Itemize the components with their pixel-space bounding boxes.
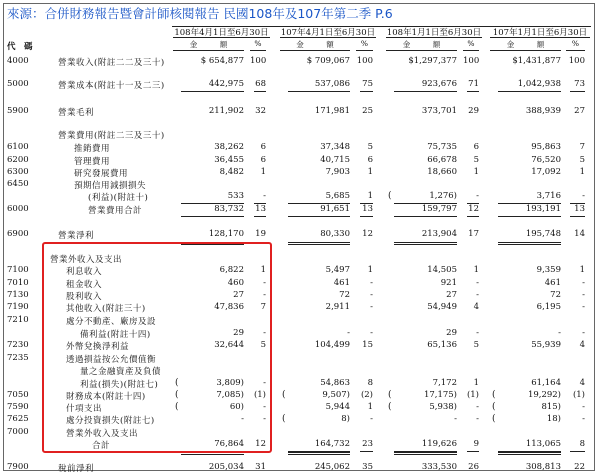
amount-cell: 388,939 xyxy=(525,106,561,116)
amount-cell: - xyxy=(347,328,350,338)
row-label: 財務成本(附註十四) xyxy=(66,392,146,402)
pct-cell: 14 xyxy=(574,229,585,239)
amount-cell: 66,678 xyxy=(427,155,457,165)
pct-cell: - xyxy=(370,278,373,288)
row-label: 稅前淨利 xyxy=(58,464,95,474)
open-paren: ( xyxy=(388,191,392,201)
pct-header: % xyxy=(254,39,262,48)
subtotal-rule xyxy=(498,91,561,92)
amount-cell: 8,482 xyxy=(219,167,244,177)
amount-cell: 9,359 xyxy=(536,265,561,275)
amount-cell: 72 xyxy=(550,290,561,300)
pct-cell: 1 xyxy=(260,265,266,275)
pct-cell: 4 xyxy=(473,302,479,312)
pct-cell: 12 xyxy=(362,229,373,239)
row-label: 股利收入 xyxy=(66,292,103,302)
pct-cell: 1 xyxy=(473,378,479,388)
amount-cell: 211,902 xyxy=(208,106,244,116)
amount-cell: 119,626 xyxy=(421,439,457,449)
pct-cell: - xyxy=(582,402,585,412)
row-label: 量之金融資產及負債 xyxy=(80,367,162,377)
amount-cell: 1,042,938 xyxy=(517,79,561,89)
amount-cell: 533 xyxy=(227,191,244,201)
row-label: 利息收入 xyxy=(66,267,103,277)
total-rule xyxy=(394,242,457,245)
pct-cell: 71 xyxy=(468,79,479,89)
amount-cell: 18) xyxy=(546,414,561,424)
pct-header: % xyxy=(467,39,475,48)
pct-cell: 6 xyxy=(473,142,479,152)
total-rule xyxy=(288,242,350,245)
subtotal-rule xyxy=(570,91,585,92)
amount-cell: 38,262 xyxy=(214,142,244,152)
amount-cell: 27 xyxy=(233,290,244,300)
pct-cell: 6 xyxy=(260,142,266,152)
pct-cell: 5 xyxy=(473,340,479,350)
amount-cell: 29 xyxy=(233,328,244,338)
pct-cell: 8 xyxy=(367,378,373,388)
amount-cell: 80,330 xyxy=(320,229,350,239)
period-rule xyxy=(386,37,482,38)
amount-cell: 8) xyxy=(341,414,350,424)
pct-cell: 4 xyxy=(579,378,585,388)
amount-cell: 55,939 xyxy=(531,340,561,350)
row-code: 7000 xyxy=(7,427,29,437)
period-rule xyxy=(173,37,270,38)
subtotal-rule xyxy=(467,451,479,452)
pct-cell: - xyxy=(582,290,585,300)
amount-header: 金 額 xyxy=(189,40,228,49)
amount-cell: 37,348 xyxy=(320,142,350,152)
row-code: 7235 xyxy=(7,353,29,363)
amount-cell: 60) xyxy=(229,402,244,412)
pct-cell: 23 xyxy=(362,439,373,449)
pct-cell: - xyxy=(582,278,585,288)
pct-cell: - xyxy=(582,302,585,312)
pct-cell: - xyxy=(263,278,266,288)
row-label: 營業淨利 xyxy=(58,231,95,241)
period-rule xyxy=(280,37,376,38)
amount-cell: 7,172 xyxy=(432,378,457,388)
row-label: 研究發展費用 xyxy=(74,169,129,179)
amount-cell: 75,735 xyxy=(427,142,457,152)
amount-cell: 159,797 xyxy=(421,204,457,214)
pct-cell: 13 xyxy=(362,204,373,214)
pct-cell: 1 xyxy=(260,167,266,177)
subtotal-rule xyxy=(360,451,373,452)
pct-cell: 6 xyxy=(260,155,266,165)
subtotal-rule xyxy=(467,216,479,217)
amount-cell: 54,949 xyxy=(427,302,457,312)
pct-cell: 12 xyxy=(468,204,479,214)
amount-cell: 460 xyxy=(227,278,244,288)
period-header: 108年1月1日至6月30日 xyxy=(386,28,482,38)
amount-cell: 76,520 xyxy=(531,155,561,165)
pct-cell: 7 xyxy=(579,142,585,152)
amount-cell: 54,863 xyxy=(320,378,350,388)
amount-cell: 61,164 xyxy=(531,378,561,388)
amount-cell: 921 xyxy=(440,278,457,288)
amount-cell: 815) xyxy=(541,402,561,412)
row-code: 7210 xyxy=(7,315,29,325)
pct-cell: 17 xyxy=(468,229,479,239)
pct-cell: 1 xyxy=(367,191,373,201)
amount-cell: 27 xyxy=(446,290,457,300)
subtotal-rule xyxy=(288,91,350,92)
column-rule xyxy=(566,50,585,51)
row-code: 5900 xyxy=(7,106,29,116)
amount-cell: 17,175) xyxy=(423,390,457,400)
row-code: 7625 xyxy=(7,414,29,424)
pct-cell: 1 xyxy=(367,265,373,275)
pct-cell: 32 xyxy=(255,106,266,116)
row-code: 6100 xyxy=(7,142,29,152)
pct-cell: - xyxy=(476,402,479,412)
pct-cell: (1) xyxy=(466,390,479,400)
row-code: 7130 xyxy=(7,290,29,300)
pct-cell: - xyxy=(370,290,373,300)
period-header: 107年1月1日至6月30日 xyxy=(492,28,588,38)
pct-cell: 29 xyxy=(468,106,479,116)
row-label: 營業毛利 xyxy=(58,108,95,118)
row-label: 預期信用減損損失 xyxy=(74,181,147,191)
amount-cell: 65,136 xyxy=(427,340,457,350)
pct-cell: 100 xyxy=(568,56,585,66)
row-code: 7900 xyxy=(7,462,29,472)
pct-cell: 15 xyxy=(362,340,373,350)
amount-cell: 47,836 xyxy=(214,302,244,312)
period-header: 108年4月1日至6月30日 xyxy=(174,28,269,38)
pct-cell: - xyxy=(582,191,585,201)
pct-cell: 13 xyxy=(255,204,266,214)
open-paren: ( xyxy=(388,402,392,412)
pct-cell: 8 xyxy=(579,439,585,449)
pct-cell: 5 xyxy=(473,155,479,165)
row-label: 營業費用合計 xyxy=(88,206,143,216)
total-rule xyxy=(498,242,561,245)
pct-cell: 68 xyxy=(255,79,266,89)
row-label: 營業外收入及支出 xyxy=(50,255,123,265)
amount-cell: 213,904 xyxy=(421,229,457,239)
row-code: 7010 xyxy=(7,278,29,288)
open-paren: ( xyxy=(175,378,179,388)
row-code: 6200 xyxy=(7,155,29,165)
amount-cell: 128,170 xyxy=(208,229,244,239)
pct-cell: 1 xyxy=(579,265,585,275)
source-caption: 來源：合併財務報告暨會計師核閱報告 民國108年及107年第二季 P.6 xyxy=(7,6,393,21)
pct-cell: - xyxy=(582,328,585,338)
amount-cell: 193,191 xyxy=(525,204,561,214)
pct-cell: 5 xyxy=(367,142,373,152)
amount-cell: 7,903 xyxy=(325,167,350,177)
row-label: 處分投資損失(附註七) xyxy=(66,416,155,426)
row-label: 透過損益按公允價值衡 xyxy=(66,355,157,365)
row-label: 管理費用 xyxy=(74,157,111,167)
amount-cell: 245,062 xyxy=(314,462,350,472)
amount-header: 金 額 xyxy=(296,40,334,49)
amount-header: 金 額 xyxy=(506,40,545,49)
row-label: 營業成本(附註十一及二三) xyxy=(58,81,165,91)
column-rule xyxy=(490,50,561,51)
amount-cell: 3,716 xyxy=(536,191,561,201)
row-code: 7100 xyxy=(7,265,29,275)
amount-cell: 18,660 xyxy=(427,167,457,177)
subtotal-rule xyxy=(181,216,244,217)
pct-cell: 1 xyxy=(473,265,479,275)
amount-cell: 5,938) xyxy=(429,402,457,412)
amount-cell: 461 xyxy=(544,278,561,288)
row-label: 利益(損失)(附註七) xyxy=(80,380,159,390)
row-label: 外幣兌換淨利益 xyxy=(66,342,130,352)
column-rule xyxy=(173,50,244,51)
pct-cell: 22 xyxy=(574,462,585,472)
pct-cell: 1 xyxy=(367,402,373,412)
open-paren: ( xyxy=(282,390,286,400)
row-code: 6000 xyxy=(7,204,29,214)
amount-cell: 205,034 xyxy=(208,462,244,472)
subtotal-rule xyxy=(394,216,457,217)
open-paren: ( xyxy=(492,390,496,400)
row-label: 營業費用(附註二三及三十) xyxy=(58,131,165,141)
pct-cell: 5 xyxy=(260,340,266,350)
pct-cell: - xyxy=(476,191,479,201)
pct-cell: 100 xyxy=(463,56,480,66)
amount-cell: 6,195 xyxy=(536,302,561,312)
open-paren: ( xyxy=(175,402,179,412)
amount-cell: - xyxy=(558,328,561,338)
amount-cell: 3,809) xyxy=(216,378,244,388)
amount-cell: 333,530 xyxy=(421,462,457,472)
amount-cell: 113,065 xyxy=(525,439,561,449)
highlight-box xyxy=(42,242,272,453)
pct-cell: (2) xyxy=(360,390,373,400)
amount-cell: 923,676 xyxy=(421,79,457,89)
pct-cell: - xyxy=(263,191,266,201)
pct-cell: 1 xyxy=(367,167,373,177)
pct-cell: (1) xyxy=(253,390,266,400)
amount-cell: $1,431,877 xyxy=(512,56,561,66)
row-label: 合計 xyxy=(92,441,111,451)
row-code: 7590 xyxy=(7,402,29,412)
code-header: 代 碼 xyxy=(7,42,33,52)
pct-cell: 31 xyxy=(255,462,266,472)
row-code: 6450 xyxy=(7,179,29,189)
row-label: 租金收入 xyxy=(66,280,103,290)
amount-cell: 5,497 xyxy=(325,265,350,275)
pct-cell: - xyxy=(263,402,266,412)
amount-cell: - xyxy=(454,414,457,424)
amount-cell: 5,944 xyxy=(325,402,350,412)
amount-cell: 537,086 xyxy=(314,79,350,89)
row-code: 7230 xyxy=(7,340,29,350)
amount-cell: - xyxy=(241,414,244,424)
pct-cell: 7 xyxy=(260,302,266,312)
row-code: 6900 xyxy=(7,229,29,239)
pct-cell: 35 xyxy=(362,462,373,472)
pct-cell: - xyxy=(263,328,266,338)
pct-cell: - xyxy=(476,278,479,288)
amount-cell: 442,975 xyxy=(208,79,244,89)
subtotal-rule xyxy=(181,91,244,92)
amount-cell: 164,732 xyxy=(314,439,350,449)
pct-header: % xyxy=(360,39,369,48)
row-code: 7050 xyxy=(7,390,29,400)
pct-cell: 1 xyxy=(579,167,585,177)
subtotal-rule xyxy=(360,216,373,217)
pct-cell: 75 xyxy=(362,79,373,89)
amount-cell: 104,499 xyxy=(314,340,350,350)
pct-cell: 13 xyxy=(574,204,585,214)
row-code: 4000 xyxy=(7,56,29,66)
open-paren: ( xyxy=(175,390,179,400)
amount-cell: 7,085) xyxy=(216,390,244,400)
subtotal-rule xyxy=(467,91,479,92)
amount-cell: 373,701 xyxy=(421,106,457,116)
amount-cell: 32,644 xyxy=(214,340,244,350)
period-rule xyxy=(490,37,590,38)
row-label: 營業收入(附註二二及三十) xyxy=(58,58,165,68)
pct-cell: 25 xyxy=(362,106,373,116)
pct-cell: 26 xyxy=(468,462,479,472)
amount-cell: $ 654,877 xyxy=(200,56,244,66)
pct-cell: (1) xyxy=(572,390,585,400)
period-header: 107年4月1日至6月30日 xyxy=(280,28,376,38)
open-paren: ( xyxy=(282,414,286,424)
row-code: 6300 xyxy=(7,167,29,177)
pct-cell: 9 xyxy=(473,439,479,449)
subtotal-rule xyxy=(360,91,373,92)
column-rule xyxy=(280,50,350,51)
pct-cell: 4 xyxy=(579,340,585,350)
row-label: 處分不動產、廠房及設 xyxy=(66,317,157,327)
open-paren: ( xyxy=(492,414,496,424)
subtotal-rule xyxy=(288,216,350,217)
amount-cell: 29 xyxy=(446,328,457,338)
amount-cell: 95,863 xyxy=(531,142,561,152)
amount-cell: 308,813 xyxy=(525,462,561,472)
amount-cell: 461 xyxy=(333,278,350,288)
amount-cell: 14,505 xyxy=(427,265,457,275)
pct-cell: - xyxy=(263,414,266,424)
row-label: 其他收入(附註三十) xyxy=(66,304,146,314)
amount-cell: 9,507) xyxy=(322,390,350,400)
pct-cell: 19 xyxy=(255,229,266,239)
amount-cell: 76,864 xyxy=(214,439,244,449)
amount-cell: $ 709,067 xyxy=(306,56,350,66)
open-paren: ( xyxy=(492,402,496,412)
amount-cell: 5,685 xyxy=(325,191,350,201)
amount-cell: 171,981 xyxy=(314,106,350,116)
subtotal-rule xyxy=(498,216,561,217)
amount-cell: 72 xyxy=(339,290,350,300)
pct-cell: - xyxy=(476,414,479,424)
total-rule xyxy=(498,452,561,455)
pct-cell: - xyxy=(476,290,479,300)
pct-cell: - xyxy=(370,302,373,312)
pct-cell: 100 xyxy=(356,56,373,66)
amount-cell: 6,822 xyxy=(219,265,244,275)
pct-cell: 100 xyxy=(250,56,267,66)
row-label: 備利益(附註十四) xyxy=(80,330,151,340)
total-rule xyxy=(394,452,457,455)
subtotal-rule xyxy=(394,91,457,92)
pct-cell: - xyxy=(263,290,266,300)
pct-cell: 5 xyxy=(579,155,585,165)
row-label: 推銷費用 xyxy=(74,144,111,154)
column-rule xyxy=(463,50,479,51)
pct-cell: 73 xyxy=(574,79,585,89)
pct-cell: 12 xyxy=(255,439,266,449)
amount-cell: 19,292) xyxy=(527,390,561,400)
pct-cell: 6 xyxy=(367,155,373,165)
amount-cell: 36,455 xyxy=(214,155,244,165)
amount-cell: 91,651 xyxy=(320,204,350,214)
column-rule xyxy=(250,50,266,51)
column-rule xyxy=(386,50,457,51)
amount-header: 金 額 xyxy=(402,40,441,49)
amount-cell: 40,715 xyxy=(320,155,350,165)
amount-cell: 1,276) xyxy=(429,191,457,201)
pct-cell: 1 xyxy=(473,167,479,177)
row-code: 5000 xyxy=(7,79,29,89)
amount-cell: 83,732 xyxy=(214,204,244,214)
row-code: 7190 xyxy=(7,302,29,312)
subtotal-rule xyxy=(254,91,266,92)
pct-cell: - xyxy=(263,378,266,388)
row-label: 什項支出 xyxy=(66,404,103,414)
amount-cell: 195,748 xyxy=(525,229,561,239)
column-rule xyxy=(356,50,373,51)
amount-cell: 17,092 xyxy=(531,167,561,177)
pct-cell: - xyxy=(370,414,373,424)
row-label: (利益)(附註十) xyxy=(88,193,149,203)
row-label: 營業外收入及支出 xyxy=(66,429,139,439)
total-rule xyxy=(288,452,350,455)
open-paren: ( xyxy=(388,390,392,400)
subtotal-rule xyxy=(570,451,585,452)
pct-cell: - xyxy=(476,328,479,338)
amount-cell: $1,297,377 xyxy=(408,56,457,66)
subtotal-rule xyxy=(570,216,585,217)
pct-cell: - xyxy=(582,414,585,424)
pct-cell: - xyxy=(370,328,373,338)
subtotal-rule xyxy=(254,216,266,217)
amount-cell: 2,911 xyxy=(325,302,350,312)
pct-cell: 27 xyxy=(574,106,585,116)
pct-header: % xyxy=(571,39,580,48)
